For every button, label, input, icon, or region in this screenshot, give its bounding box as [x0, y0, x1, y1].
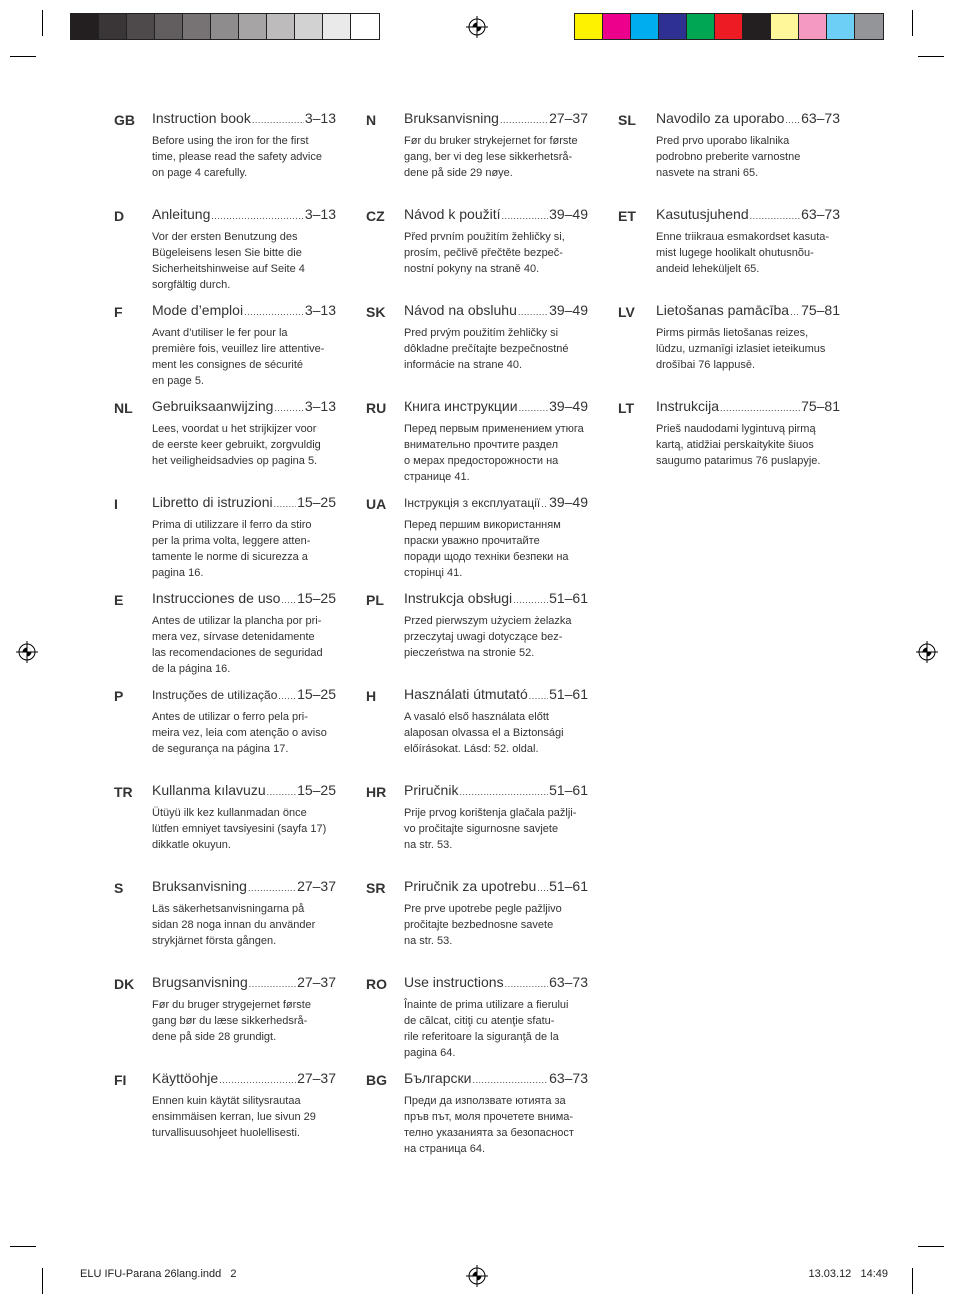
leader-dots	[529, 691, 548, 701]
language-code: HR	[366, 784, 387, 800]
safety-note-line: on page 4 carefully.	[152, 167, 248, 179]
toc-line	[656, 206, 840, 222]
registration-mark-icon	[916, 641, 938, 663]
safety-note	[152, 1093, 338, 1141]
safety-note-line: A vasaló első használata előtt	[404, 711, 549, 723]
safety-note-line: pročitajte bezbednosne savete	[404, 919, 554, 931]
toc-line	[404, 590, 588, 606]
safety-note-line: Läs säkerhetsanvisningarna på	[152, 903, 305, 915]
page-range: 3–13	[304, 302, 336, 318]
manual-title: Brugsanvisning	[152, 974, 248, 990]
language-code: E	[114, 592, 124, 608]
leader-dots	[249, 979, 296, 989]
leader-dots	[219, 1075, 296, 1085]
safety-note	[152, 709, 338, 757]
language-code: TR	[114, 784, 133, 800]
language-code: RO	[366, 976, 387, 992]
safety-note-line: nostní pokyny na straně 40.	[404, 263, 540, 275]
crop-mark	[912, 1268, 913, 1294]
safety-note	[404, 901, 590, 949]
toc-line	[152, 878, 336, 894]
language-code: ET	[618, 208, 636, 224]
leader-dots	[211, 211, 303, 221]
safety-note-line: dikkatle okuyun.	[152, 839, 231, 851]
language-code: P	[114, 688, 124, 704]
color-swatch	[771, 14, 799, 39]
page-range: 63–73	[801, 110, 840, 126]
page-range: 15–25	[297, 590, 336, 606]
safety-note-line: Antes de utilizar o ferro pela pri-	[152, 711, 308, 723]
toc-line	[404, 974, 588, 990]
page-range: 27–37	[297, 1070, 336, 1086]
leader-dots	[785, 115, 800, 125]
safety-note-line: andeid leheküljelt 65.	[656, 263, 760, 275]
toc-line	[404, 398, 588, 414]
safety-note-line: Преди да използвате ютията за	[404, 1095, 566, 1107]
leader-dots	[244, 307, 304, 317]
crop-mark	[42, 10, 43, 36]
safety-note-line: nasvete na strani 65.	[656, 167, 759, 179]
safety-note-line: Prima di utilizzare il ferro da stiro	[152, 519, 312, 531]
manual-title: Kullanma kılavuzu	[152, 782, 266, 798]
page-range: 15–25	[297, 782, 336, 798]
toc-line	[152, 974, 336, 990]
leader-dots	[720, 403, 800, 413]
safety-note-line: przeczytaj uwagi dotyczące bez-	[404, 631, 563, 643]
page-range: 51–61	[549, 590, 588, 606]
color-swatch	[603, 14, 631, 39]
language-code: GB	[114, 112, 135, 128]
leader-dots	[537, 883, 548, 893]
safety-note-line: het veiligheidsadvies op pagina 5.	[152, 455, 318, 467]
color-swatch	[659, 14, 687, 39]
leader-dots	[274, 499, 296, 509]
leader-dots	[267, 787, 296, 797]
safety-note-line: Prieš naudodami lygintuvą pirmą	[656, 423, 816, 435]
safety-note	[656, 229, 842, 277]
file-name-slug: ELU IFU-Parana 26lang.indd 2	[80, 1268, 237, 1280]
safety-note-line: première fois, veuillez lire attentive-	[152, 343, 325, 355]
manual-title: Instrukcja obsługi	[404, 590, 513, 606]
safety-note-line: Antes de utilizar la plancha por pri-	[152, 615, 322, 627]
print-timestamp: 13.03.12 14:49	[808, 1268, 888, 1280]
manual-title: Інструкція з експлуатації	[404, 496, 541, 510]
safety-note-line: meira vez, leia com atenção o aviso	[152, 727, 327, 739]
safety-note-line: alaposan olvassa el a Biztonsági	[404, 727, 564, 739]
safety-note	[152, 517, 338, 581]
color-swatch	[351, 14, 379, 39]
leader-dots	[252, 115, 304, 125]
safety-note-line: странице 41.	[404, 471, 470, 483]
safety-note-line: saugumo patarimus 76 puslapyje.	[656, 455, 821, 467]
safety-note	[656, 421, 842, 469]
safety-note	[404, 1093, 590, 1157]
safety-note-line: Sicherheitshinweise auf Seite 4	[152, 263, 305, 275]
language-code: N	[366, 112, 377, 128]
safety-note-line: Przed pierwszym użyciem żelazka	[404, 615, 572, 627]
language-code: UA	[366, 496, 387, 512]
leader-dots	[519, 403, 549, 413]
leader-dots	[281, 595, 296, 605]
safety-note-line: tamente le norme di sicurezza a	[152, 551, 308, 563]
page-range: 63–73	[801, 206, 840, 222]
manual-title: Návod k použití	[404, 206, 501, 222]
safety-note-line: na str. 53.	[404, 839, 453, 851]
safety-note-line: strykjärnet första gången.	[152, 935, 277, 947]
color-swatch	[855, 14, 883, 39]
toc-line	[152, 1070, 336, 1086]
crop-mark	[912, 10, 913, 36]
safety-note-line: сторінці 41.	[404, 567, 463, 579]
language-code: SL	[618, 112, 636, 128]
safety-note-line: gang, ber vi deg lese sikkerhetsrå-	[404, 151, 573, 163]
color-swatch	[715, 14, 743, 39]
safety-note-line: rile referitoare la siguranţă de la	[404, 1031, 559, 1043]
crop-mark	[918, 1246, 944, 1247]
safety-note-line: Перед першим використанням	[404, 519, 561, 531]
safety-note-line: podrobno preberite varnostne	[656, 151, 801, 163]
language-code: BG	[366, 1072, 387, 1088]
language-code: SR	[366, 880, 386, 896]
toc-line	[152, 782, 336, 798]
leader-dots	[790, 307, 800, 317]
safety-note	[404, 613, 590, 661]
color-swatch	[323, 14, 351, 39]
toc-line	[656, 398, 840, 414]
color-swatch	[827, 14, 855, 39]
color-swatch	[799, 14, 827, 39]
safety-note-line: lūdzu, uzmanīgi izlasiet ieteikumus	[656, 343, 826, 355]
safety-note-line: Enne triikraua esmakordset kasuta-	[656, 231, 830, 243]
toc-line	[404, 494, 588, 510]
safety-note-line: de la página 16.	[152, 663, 231, 675]
color-swatch	[575, 14, 603, 39]
leader-dots	[278, 691, 296, 701]
safety-note-line: Før du bruger strygejernet første	[152, 999, 311, 1011]
safety-note	[404, 421, 590, 485]
language-code: D	[114, 208, 125, 224]
safety-note-line: ment les consignes de sécurité	[152, 359, 304, 371]
safety-note-line: Pirms pirmās lietošanas reizes,	[656, 327, 809, 339]
safety-note-line: Ütüyü ilk kez kullanmadan önce	[152, 807, 307, 819]
safety-note-line: Pred prvo uporabo likalnika	[656, 135, 790, 147]
safety-note	[404, 517, 590, 581]
manual-title: Instruções de utilização	[152, 688, 278, 702]
color-swatch	[183, 14, 211, 39]
manual-title: Bruksanvisning	[404, 110, 499, 126]
toc-line	[152, 206, 336, 222]
safety-note	[404, 709, 590, 757]
page-range: 3–13	[304, 110, 336, 126]
page-range: 27–37	[297, 974, 336, 990]
crop-mark	[918, 56, 944, 57]
language-code: NL	[114, 400, 133, 416]
language-code: SK	[366, 304, 386, 320]
manual-title: Lietošanas pamācība	[656, 302, 790, 318]
safety-note	[404, 133, 590, 181]
color-swatch	[295, 14, 323, 39]
safety-note-line: na str. 53.	[404, 935, 453, 947]
leader-dots	[248, 883, 296, 893]
crop-mark	[10, 1246, 36, 1247]
safety-note-line: gang bør du læse sikkerhedsrå-	[152, 1015, 308, 1027]
safety-note-line: pieczeństwa na stronie 52.	[404, 647, 535, 659]
toc-line	[404, 878, 588, 894]
color-swatch	[687, 14, 715, 39]
safety-note-line: Før du bruker strykejernet for første	[404, 135, 578, 147]
language-code: F	[114, 304, 123, 320]
manual-title: Käyttöohje	[152, 1070, 219, 1086]
page-range: 75–81	[801, 398, 840, 414]
safety-note-line: пръв път, моля прочетете внима-	[404, 1111, 574, 1123]
color-swatch	[211, 14, 239, 39]
language-code: CZ	[366, 208, 385, 224]
registration-mark-icon	[16, 641, 38, 663]
safety-note-line: vo pročitajte sigurnosne savjete	[404, 823, 559, 835]
page-range: 15–25	[297, 494, 336, 510]
safety-note	[152, 229, 338, 293]
manual-title: Instrucciones de uso	[152, 590, 281, 606]
safety-note-line: телно указанията за безопасност	[404, 1127, 574, 1139]
safety-note	[656, 133, 842, 181]
safety-note-line: праски уважно прочитайте	[404, 535, 540, 547]
toc-line	[152, 110, 336, 126]
safety-note	[152, 997, 338, 1045]
leader-dots	[541, 499, 548, 509]
toc-line	[404, 686, 588, 702]
safety-note-line: time, please read the safety advice	[152, 151, 322, 163]
safety-note-line: Before using the iron for the first	[152, 135, 309, 147]
safety-note-line: lütfen emniyet tavsiyesini (sayfa 17)	[152, 823, 327, 835]
safety-note-line: Pre prve upotrebe pegle pažljivo	[404, 903, 562, 915]
toc-line	[152, 398, 336, 414]
safety-note-line: Перед первым применением утюга	[404, 423, 584, 435]
safety-note-line: de segurança na página 17.	[152, 743, 289, 755]
safety-note-line: Vor der ersten Benutzung des	[152, 231, 298, 243]
safety-note	[152, 325, 338, 389]
color-swatch	[155, 14, 183, 39]
language-code: RU	[366, 400, 387, 416]
page-range: 39–49	[549, 398, 588, 414]
page-range: 15–25	[297, 686, 336, 702]
safety-note-line: turvallisuusohjeet huolellisesti.	[152, 1127, 300, 1139]
page-range: 63–73	[549, 974, 588, 990]
language-code: LT	[618, 400, 635, 416]
language-code: DK	[114, 976, 135, 992]
safety-note	[152, 421, 338, 469]
registration-mark-icon	[466, 1265, 488, 1287]
registration-mark-icon	[466, 16, 488, 38]
safety-note-line: ensimmäisen kerran, lue sivun 29	[152, 1111, 316, 1123]
color-swatch	[743, 14, 771, 39]
leader-dots	[274, 403, 303, 413]
toc-line	[656, 110, 840, 126]
safety-note	[404, 325, 590, 373]
manual-title: Instruction book	[152, 110, 251, 126]
safety-note-line: Prije prvog korištenja glačala pažlji-	[404, 807, 577, 819]
page-range: 39–49	[549, 494, 588, 510]
safety-note-line: en page 5.	[152, 375, 204, 387]
manual-title: Instrukcija	[656, 398, 720, 414]
safety-note	[404, 805, 590, 853]
manual-title: Mode d’emploi	[152, 302, 244, 318]
safety-note-line: per la prima volta, leggere atten-	[152, 535, 311, 547]
safety-note	[404, 997, 590, 1061]
safety-note-line: поради щодо техніки безпеки на	[404, 551, 569, 563]
toc-line	[404, 110, 588, 126]
safety-note-line: dene på side 28 grundigt.	[152, 1031, 277, 1043]
manual-title: Книга инструкции	[404, 398, 518, 414]
safety-note-line: prosím, pečlivě přečtěte bezpeč-	[404, 247, 563, 259]
safety-note-line: о мерах предосторожности на	[404, 455, 559, 467]
page-range: 27–37	[297, 878, 336, 894]
page-range: 3–13	[304, 206, 336, 222]
manual-title: Priručnik	[404, 782, 459, 798]
safety-note-line: pagina 64.	[404, 1047, 456, 1059]
safety-note	[152, 805, 338, 853]
leader-dots	[750, 211, 800, 221]
safety-note-line: Avant d’utiliser le fer pour la	[152, 327, 288, 339]
page-range: 51–61	[549, 878, 588, 894]
page-range: 39–49	[549, 206, 588, 222]
color-swatch	[267, 14, 295, 39]
page-range: 39–49	[549, 302, 588, 318]
manual-title: Use instructions	[404, 974, 504, 990]
manual-title: Bruksanvisning	[152, 878, 247, 894]
crop-mark	[10, 56, 36, 57]
manual-title: Kasutusjuhend	[656, 206, 749, 222]
safety-note-line: Ennen kuin käytät silitysrautaa	[152, 1095, 301, 1107]
manual-title: Navodilo za uporabo	[656, 110, 785, 126]
safety-note-line: sidan 28 noga innan du använder	[152, 919, 316, 931]
safety-note-line: de călcat, citiţi cu atenţie sfatu-	[404, 1015, 555, 1027]
color-swatch	[99, 14, 127, 39]
language-code: PL	[366, 592, 384, 608]
leader-dots	[459, 787, 548, 797]
page-range: 51–61	[549, 782, 588, 798]
toc-line	[404, 302, 588, 318]
manual-title: Libretto di istruzioni	[152, 494, 273, 510]
language-code: LV	[618, 304, 635, 320]
safety-note-line: kartą, atidžiai perskaitykite šiuos	[656, 439, 814, 451]
manual-title: Gebruiksaanwijzing	[152, 398, 274, 414]
leader-dots	[500, 115, 548, 125]
color-swatch	[71, 14, 99, 39]
toc-line	[152, 686, 336, 702]
manual-title: Български	[404, 1070, 472, 1086]
manual-title: Návod na obsluhu	[404, 302, 517, 318]
toc-line	[404, 1070, 588, 1086]
leader-dots	[505, 979, 548, 989]
toc-line	[152, 302, 336, 318]
toc-line	[656, 302, 840, 318]
manual-title: Priručnik za upotrebu	[404, 878, 537, 894]
safety-note-line: mera vez, sírvase detenidamente	[152, 631, 315, 643]
language-code: H	[366, 688, 377, 704]
safety-note	[152, 613, 338, 677]
color-swatch	[239, 14, 267, 39]
safety-note-line: informácie na strane 40.	[404, 359, 523, 371]
color-swatch	[127, 14, 155, 39]
leader-dots	[513, 595, 548, 605]
toc-line	[152, 590, 336, 606]
safety-note	[152, 133, 338, 181]
manual-title: Használati útmutató	[404, 686, 528, 702]
safety-note	[404, 229, 590, 277]
language-code: I	[114, 496, 118, 512]
safety-note-line: mist lugege hoolikalt ohutusnõu-	[656, 247, 814, 259]
toc-line	[404, 206, 588, 222]
color-calibration-bar	[574, 13, 884, 40]
safety-note-line: внимательно прочтите раздел	[404, 439, 559, 451]
page-range: 75–81	[801, 302, 840, 318]
safety-note	[656, 325, 842, 373]
color-swatch	[631, 14, 659, 39]
page-range: 51–61	[549, 686, 588, 702]
safety-note-line: Bügeleisens lesen Sie bitte die	[152, 247, 302, 259]
leader-dots	[518, 307, 548, 317]
language-code: S	[114, 880, 124, 896]
page-range: 3–13	[304, 398, 336, 414]
safety-note-line: Pred prvým použitím žehličky si	[404, 327, 559, 339]
toc-line	[152, 494, 336, 510]
safety-note-line: las recomendaciones de seguridad	[152, 647, 323, 659]
toc-line	[404, 782, 588, 798]
safety-note-line: de eerste keer gebruikt, zorgvuldig	[152, 439, 321, 451]
safety-note-line: Înainte de prima utilizare a fierului	[404, 999, 569, 1011]
safety-note-line: sorgfältig durch.	[152, 279, 231, 291]
safety-note-line: dene på side 29 nøye.	[404, 167, 513, 179]
safety-note-line: pagina 16.	[152, 567, 204, 579]
safety-note-line: drošībai 76 lappusē.	[656, 359, 756, 371]
page-range: 27–37	[549, 110, 588, 126]
grayscale-calibration-bar	[70, 13, 380, 40]
manual-title: Anleitung	[152, 206, 211, 222]
safety-note-line: előírásokat. Lásd: 52. oldal.	[404, 743, 539, 755]
leader-dots	[472, 1075, 548, 1085]
safety-note-line: Před prvním použitím žehličky si,	[404, 231, 565, 243]
safety-note-line: dôkladne prečítajte bezpečnostné	[404, 343, 569, 355]
leader-dots	[502, 211, 549, 221]
crop-mark	[42, 1268, 43, 1294]
safety-note-line: Lees, voordat u het strijkijzer voor	[152, 423, 317, 435]
page-range: 63–73	[549, 1070, 588, 1086]
safety-note-line: на страница 64.	[404, 1143, 486, 1155]
language-code: FI	[114, 1072, 127, 1088]
safety-note	[152, 901, 338, 949]
